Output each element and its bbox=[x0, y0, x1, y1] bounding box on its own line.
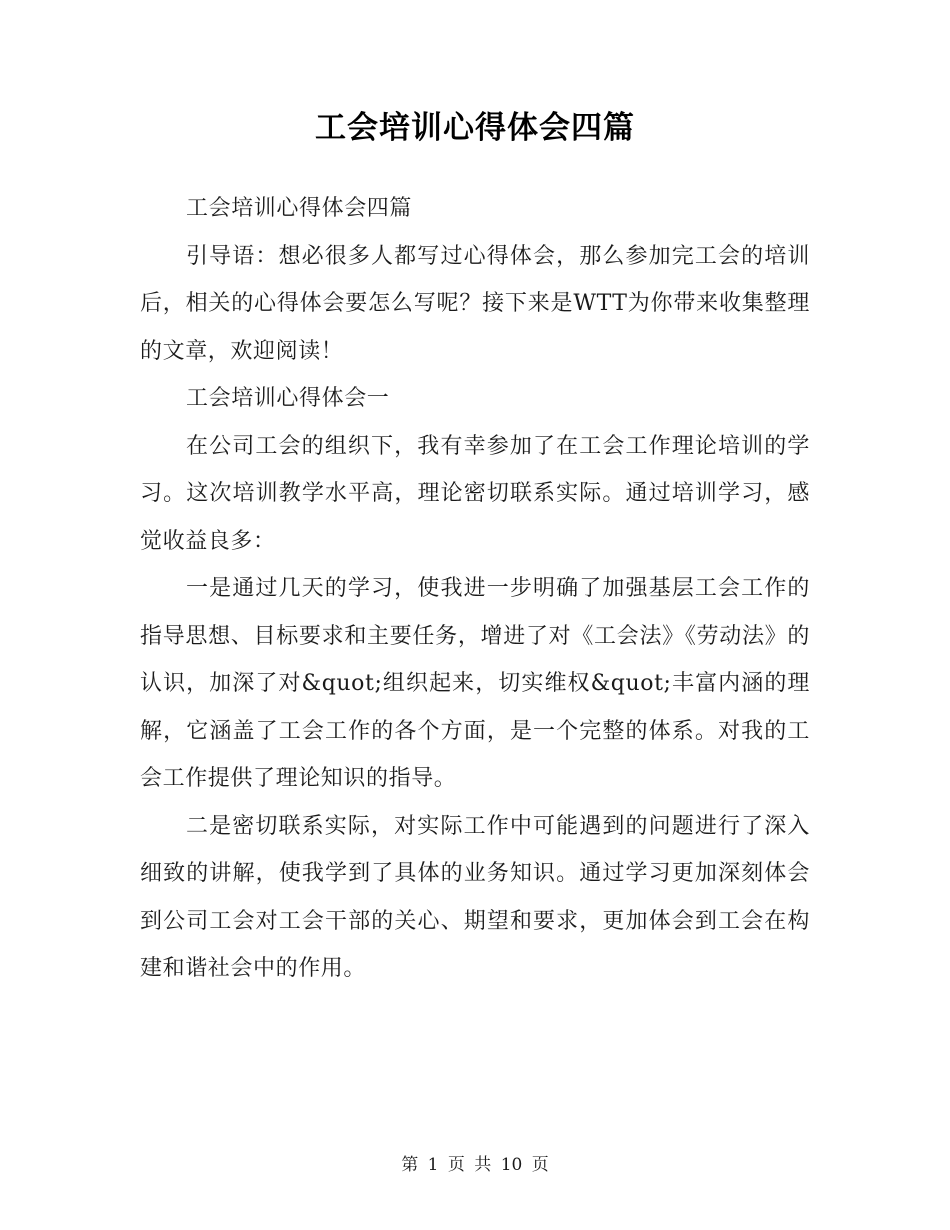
paragraph-body: 一是通过几天的学习，使我进一步明确了加强基层工会工作的指导思想、目标要求和主要任务，增进了对《工会法》《劳动法》的认识，加深了对&quot;组织起来，切实维权&quot;丰富内涵的理解，它涵盖了工会工作的各个方面，是一个完整的体系。对我的工会工作提供了理论知识的指导。 bbox=[140, 576, 810, 791]
page-number-footer: 第 1 页 共 10 页 bbox=[401, 1155, 549, 1175]
paragraph-section-title: 工会培训心得体会四篇 bbox=[186, 196, 413, 221]
paragraph-body: 在公司工会的组织下，我有幸参加了在工会工作理论培训的学习。这次培训教学水平高，理论密切联系实际。通过培训学习，感觉收益良多： bbox=[140, 433, 810, 554]
paragraph-body: 二是密切联系实际，对实际工作中可能遇到的问题进行了深入细致的讲解，使我学到了具体的业务知识。通过学习更加深刻体会到公司工会对工会干部的关心、期望和要求，更加体会到工会在构建和谐社会中的作用。 bbox=[140, 813, 810, 981]
document-body bbox=[140, 185, 810, 993]
document-title: 工会培训心得体会四篇 bbox=[315, 110, 635, 146]
paragraph-subheading: 工会培训心得体会一 bbox=[186, 386, 390, 411]
paragraph-intro: 引导语：想必很多人都写过心得体会，那么参加完工会的培训后，相关的心得体会要怎么写呢？接下来是WTT为你带来收集整理的文章，欢迎阅读！ bbox=[140, 243, 810, 364]
